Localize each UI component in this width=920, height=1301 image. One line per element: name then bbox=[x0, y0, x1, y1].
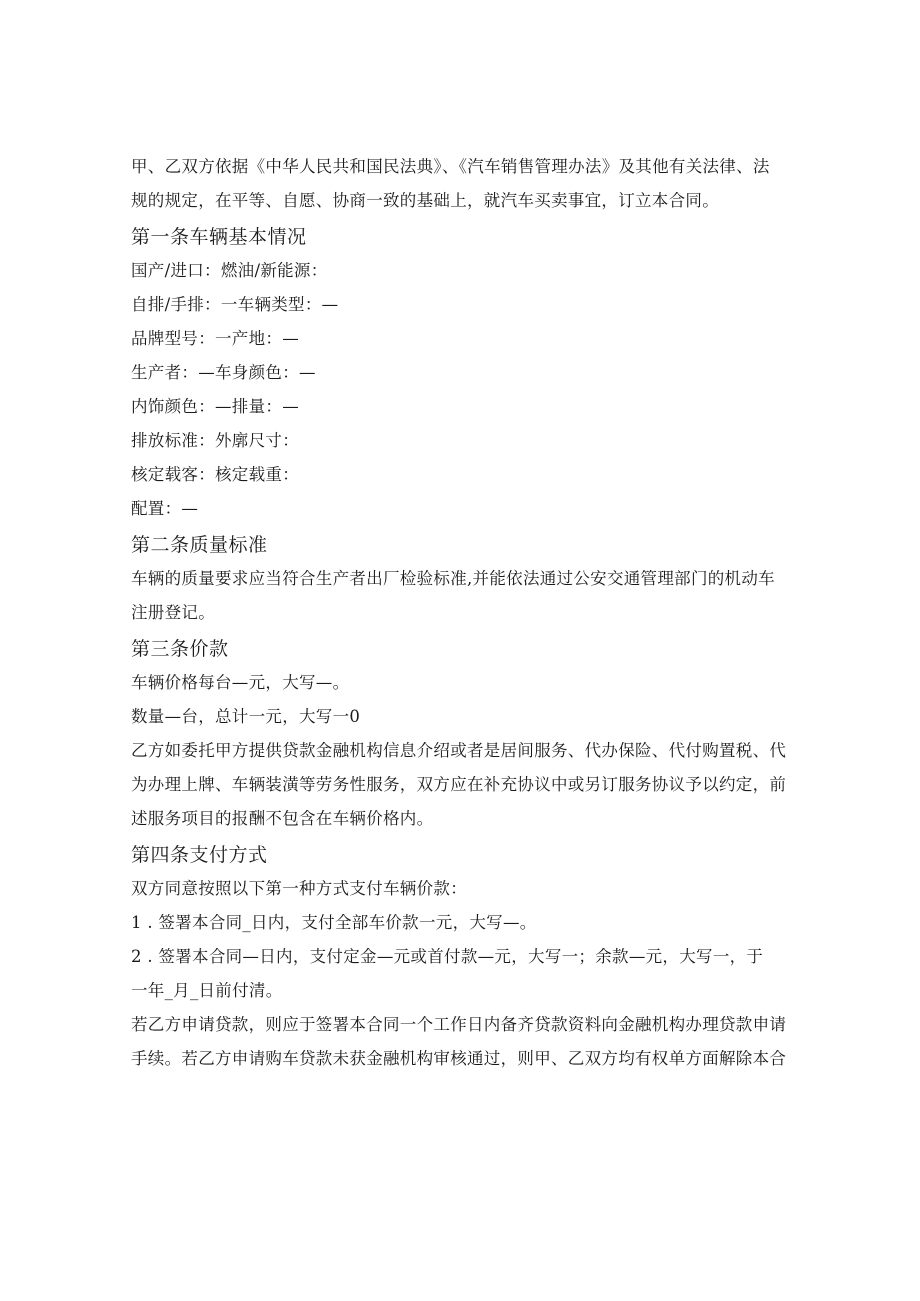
intro-line-1: 甲、乙双方依据《中华人民共和国民法典》、《汽车销售管理办法》及其他有关法律、法 bbox=[131, 157, 770, 176]
article-4-option-1: 1 . 签署本合同_日内，支付全部车价款一元，大写—。 bbox=[131, 913, 537, 932]
article-1-line: 自排/手排：一车辆类型：— bbox=[131, 295, 339, 314]
article-1-line: 国产/进口：燃油/新能源： bbox=[131, 261, 328, 280]
article-3-title: 第三条价款 bbox=[131, 638, 229, 660]
article-1-line: 配置：— bbox=[131, 499, 199, 518]
article-1-title: 第一条车辆基本情况 bbox=[131, 226, 307, 248]
article-3-quantity: 数量—台，总计一元，大写一0 bbox=[131, 707, 361, 726]
article-4-title: 第四条支付方式 bbox=[131, 844, 268, 866]
article-1-line: 品牌型号：一产地：— bbox=[131, 329, 299, 348]
article-4-loan-line-1: 若乙方申请贷款，则应于签署本合同一个工作日内备齐贷款资料向金融机构办理贷款申请 bbox=[131, 1015, 787, 1034]
article-1-line: 排放标准：外廓尺寸： bbox=[131, 431, 299, 450]
article-2-line-2: 注册登记。 bbox=[131, 603, 215, 622]
article-2-title: 第二条质量标准 bbox=[131, 534, 268, 556]
article-4-loan-line-2: 手续。若乙方申请购车贷款未获金融机构审核通过，则甲、乙双方均有权单方面解除本合 bbox=[131, 1049, 787, 1068]
article-2-line-1: 车辆的质量要求应当符合生产者出厂检验标准,并能依法通过公安交通管理部门的机动车 bbox=[131, 569, 775, 588]
article-3-service-line-2: 为办理上牌、车辆装潢等劳务性服务，双方应在补充协议中或另订服务协议予以约定，前 bbox=[131, 775, 787, 794]
article-1-line: 内饰颜色：—排量：— bbox=[131, 397, 299, 416]
article-3-service-line-3: 述服务项目的报酬不包含在车辆价格内。 bbox=[131, 809, 434, 828]
article-1-line: 核定载客：核定载重： bbox=[131, 465, 299, 484]
contract-page bbox=[131, 150, 791, 1076]
article-4-option-2-line-2: 一年_月_日前付清。 bbox=[131, 981, 283, 1000]
article-4-intro: 双方同意按照以下第一种方式支付车辆价款： bbox=[131, 879, 467, 898]
article-3-service-line-1: 乙方如委托甲方提供贷款金融机构信息介绍或者是居间服务、代办保险、代付购置税、代 bbox=[131, 741, 787, 760]
intro-line-2: 规的规定，在平等、自愿、协商一致的基础上，就汽车买卖事宜，订立本合同。 bbox=[131, 191, 719, 210]
article-1-line: 生产者：—车身颜色：— bbox=[131, 363, 316, 382]
article-4-option-2-line-1: 2 . 签署本合同—日内，支付定金—元或首付款—元，大写一；余款—元，大写一，于 bbox=[131, 947, 764, 966]
article-3-price: 车辆价格每台—元，大写—。 bbox=[131, 673, 350, 692]
